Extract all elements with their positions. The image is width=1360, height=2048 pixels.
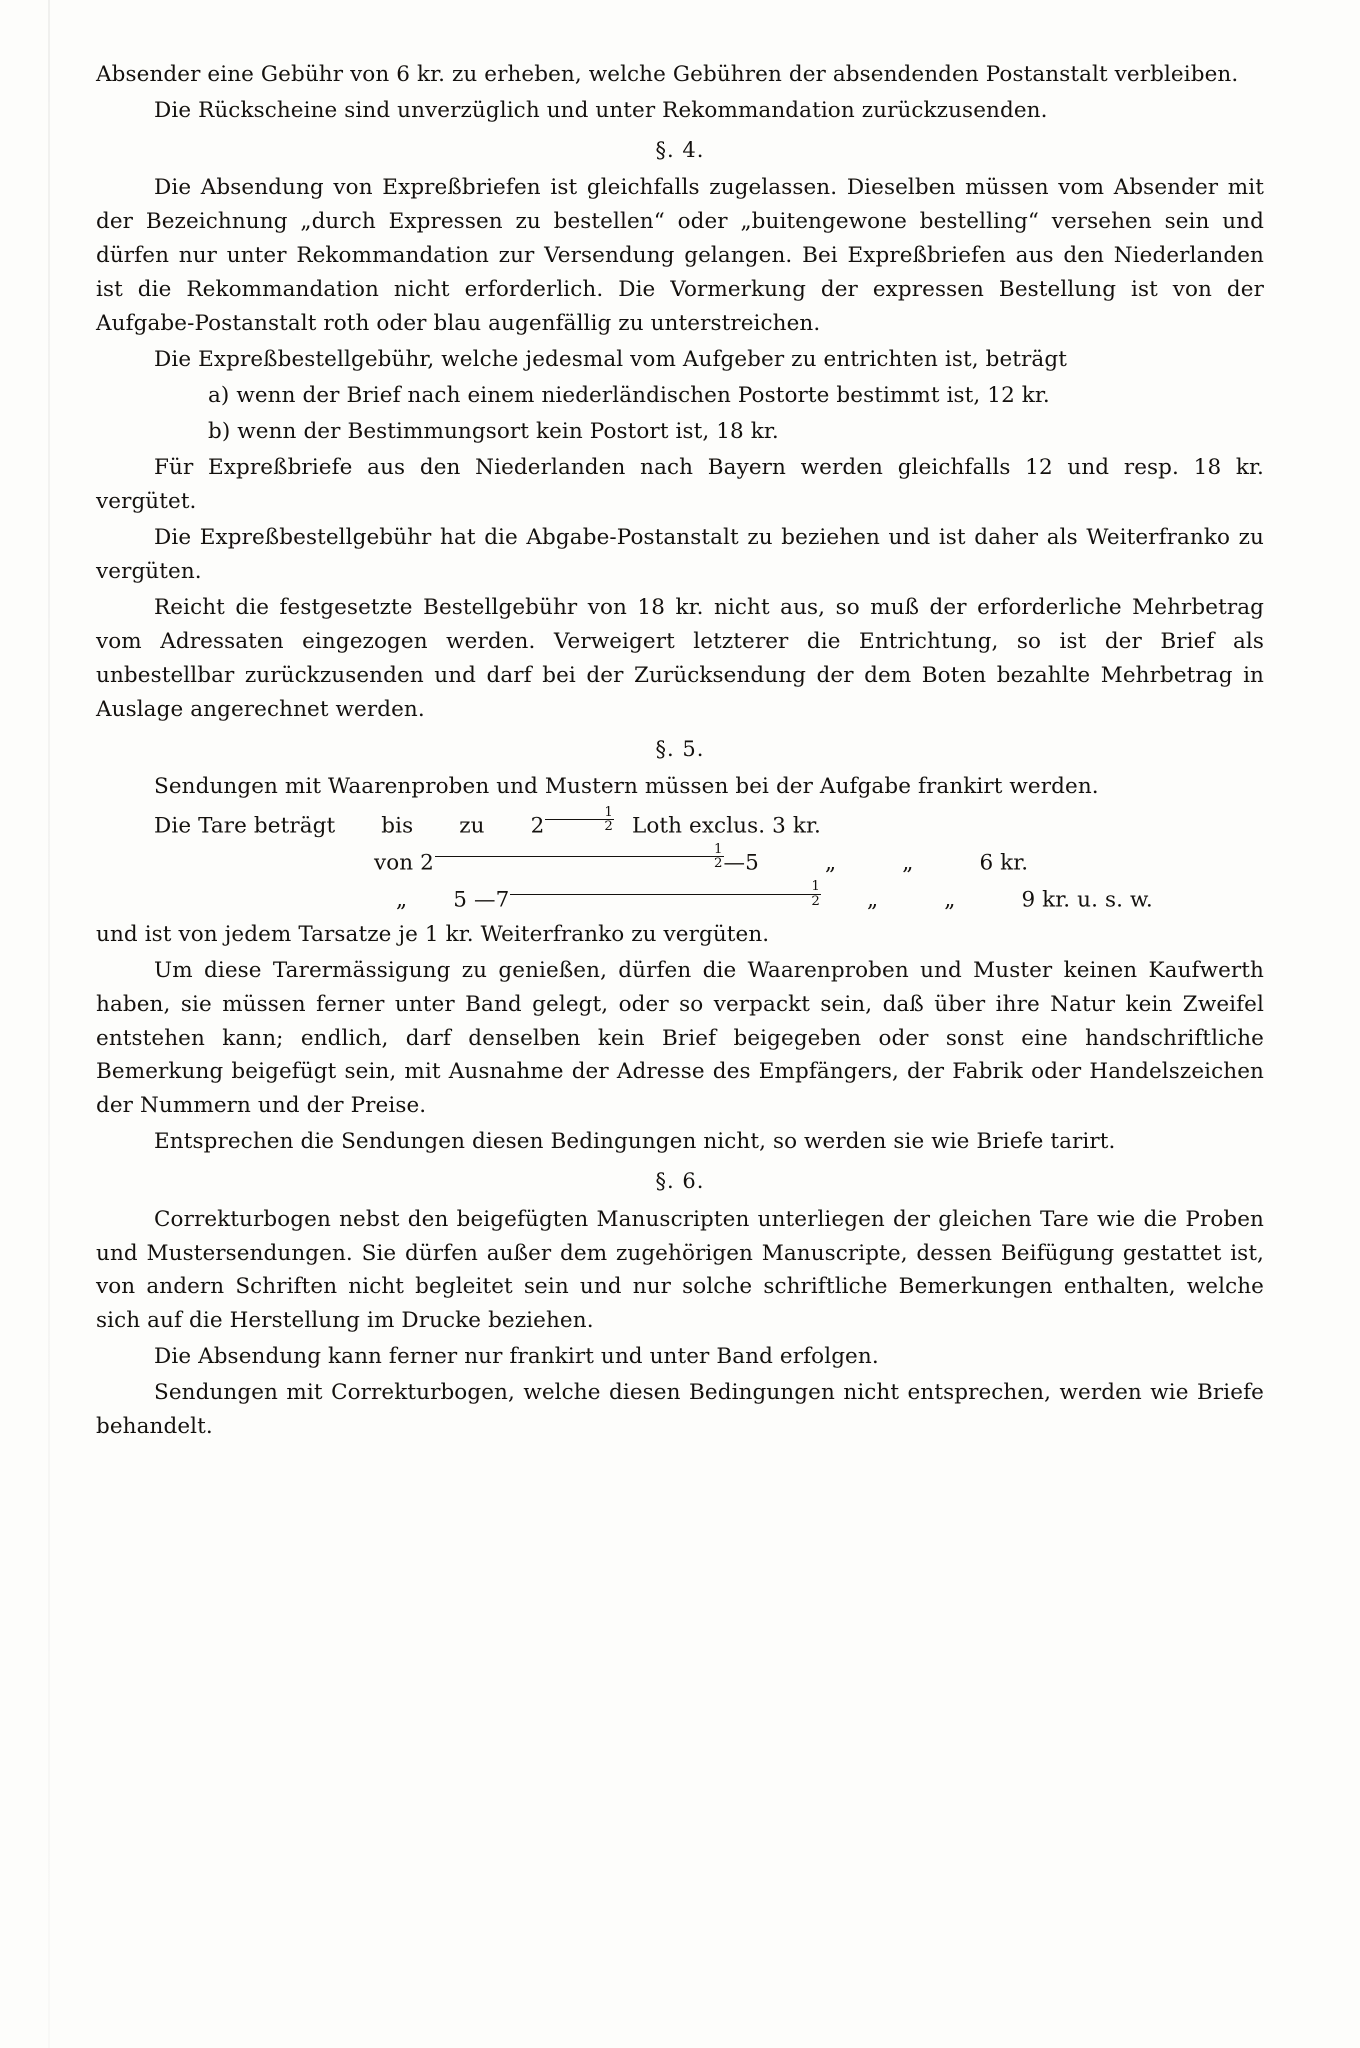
tare-line-3-ditto-0: „ (396, 887, 408, 913)
tare-line-1-unit: Loth exclus. 3 kr. (631, 813, 821, 839)
section5-paragraph-3: Um diese Tarermässigung zu genießen, dürfen die Waarenproben und Muster keinen Kaufwerth haben, sie müssen ferner unter Band gelegt, oder so verpackt sein, daß über ihre Natur kein Zweifel entstehen kann; endlich, darf denselben kein Brief beigegeben oder sonst eine handschriftliche Bemerkung beigefügt sein, mit Ausnahme der Adresse des Empfängers, der Fabrik oder Handelszeichen der Nummern und der Preise. (96, 957, 1264, 1119)
tare-line-2-ditto-2: „ (902, 850, 914, 876)
page-edge-shadow (48, 0, 50, 2048)
tare-line-1-zu: zu (459, 813, 485, 839)
tare-line-1-mid: bis (381, 813, 414, 839)
section4-paragraph-2: Die Expreßbestellgebühr, welche jedesmal vom Aufgeber zu entrichten ist, beträgt (154, 346, 1067, 372)
section-heading-5: §. 5. (655, 736, 705, 761)
tare-line-3-ditto-1: „ (866, 887, 879, 913)
section4-paragraph-1: Die Absendung von Expreßbriefen ist gleichfalls zugelassen. Dieselben müssen vom Absender mit der Bezeichnung „durch Expressen zu bestellen“ oder „buitengewone bestelling“ versehen sein und dürfen nur unter Rekommandation zur Versendung gelangen. Bei Expreßbriefen aus den Niederlanden ist die Rekommandation nicht erforderlich. Die Vormerkung der expressen Bestellung ist von der Aufgabe-Postanstalt roth oder blau augenfällig zu unterstreichen. (96, 175, 1264, 336)
section4-paragraph-3: Für Expreßbriefe aus den Niederlanden nach Bayern werden gleichfalls 12 und resp. 18 kr. vergütet. (96, 454, 1264, 514)
tare-line-2 (96, 843, 1264, 880)
list-item-b: b) wenn der Bestimmungsort kein Postort ist, 18 kr. (208, 418, 779, 444)
fraction-one-half-b: $\frac{1}{2}$ (435, 843, 724, 871)
tare-line-3-ditto-2: „ (944, 887, 956, 913)
section6-paragraph-2: Die Absendung kann ferner nur frankirt und unter Band erfolgen. (154, 1344, 879, 1370)
section5-paragraph-2: und ist von jedem Tarsatze je 1 kr. Weiterfranko zu vergüten. (96, 921, 770, 947)
section-heading-6: §. 6. (655, 1169, 705, 1194)
tare-line-3-value: 9 kr. u. s. w. (1021, 887, 1153, 913)
tare-line-1 (96, 806, 1264, 843)
tare-line-3 (96, 880, 1264, 917)
fraction-one-half-a: $\frac{1}{2}$ (545, 806, 614, 834)
tare-line-1-prefix: Die Tare beträgt (154, 813, 336, 839)
tare-line-2-range: —5 (723, 850, 759, 876)
section5-paragraph-4: Entsprechen die Sendungen diesen Bedingungen nicht, so werden sie wie Briefe tarirt. (154, 1129, 1116, 1155)
list-item-a: a) wenn der Brief nach einem niederländischen Postorte bestimmt ist, 12 kr. (208, 382, 1050, 408)
document-body (96, 58, 1264, 1444)
fraction-one-half-c: $\frac{1}{2}$ (510, 880, 821, 908)
section4-paragraph-5: Reicht die festgesetzte Bestellgebühr von 18 kr. nicht aus, so muß der erforderliche Mehrbetrag vom Adressaten eingezogen werden. Verweigert letzterer die Entrichtung, so ist der Brief als unbestellbar zurückzusenden und darf bei der Zurücksendung der dem Boten bezahlte Mehrbetrag in Auslage angerechnet werden. (96, 594, 1264, 722)
paragraph-continuation: Absender eine Gebühr von 6 kr. zu erheben, welche Gebühren der absendenden Postanstalt verbleiben. (96, 62, 1239, 87)
section-heading-4: §. 4. (655, 137, 705, 162)
section4-paragraph-4: Die Expreßbestellgebühr hat die Abgabe-Postanstalt zu beziehen und ist daher als Weiterfranko zu vergüten. (96, 524, 1264, 584)
section5-paragraph-1: Sendungen mit Waarenproben und Mustern müssen bei der Aufgabe frankirt werden. (154, 773, 1099, 799)
tare-line-1-value: 2 (530, 813, 545, 839)
tare-line-2-value: 6 kr. (979, 850, 1029, 876)
section6-paragraph-1: Correkturbogen nebst den beigefügten Manuscripten unterliegen der gleichen Tare wie die Proben und Mustersendungen. Sie dürfen außer dem zugehörigen Manuscripte, dessen Beifügung gestattet ist, von andern Schriften nicht begleitet sein und nur solche schriftliche Bemerkungen enthalten, welche sich auf die Herstellung im Drucke beziehen. (96, 1206, 1264, 1334)
tare-line-2-ditto-1: „ (824, 850, 837, 876)
paragraph-rueckscheine: Die Rückscheine sind unverzüglich und unter Rekommandation zurückzusenden. (154, 97, 1048, 123)
section6-paragraph-3: Sendungen mit Correkturbogen, welche diesen Bedingungen nicht entsprechen, werden wie Briefe behandelt. (96, 1380, 1264, 1440)
tare-line-2-prefix: von 2 (374, 850, 434, 876)
tare-line-3-prefix: 5 —7 (453, 887, 510, 913)
